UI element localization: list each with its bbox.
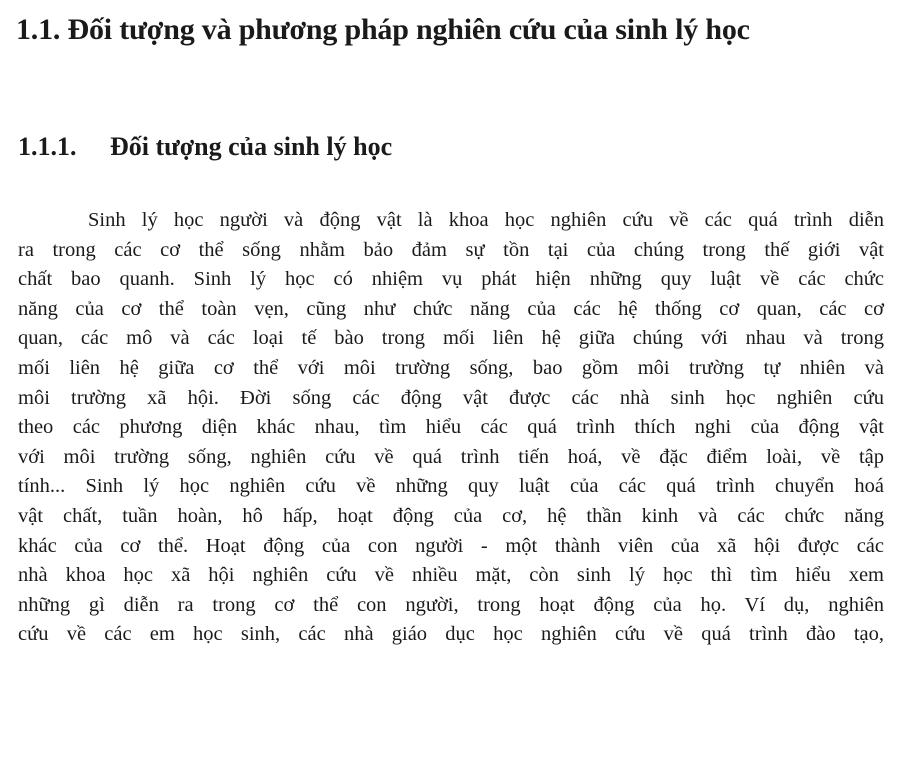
paragraph-line: tính... Sinh lý học nghiên cứu về những quy luật của các quá trình chuyển hoá: [18, 475, 884, 498]
paragraph-line: cứu về các em học sinh, các nhà giáo dục học nghiên cứu về quá trình đào tạo,: [18, 623, 884, 646]
paragraph-line: năng của cơ thể toàn vẹn, cũng như chức năng của các hệ thống cơ quan, các cơ: [18, 297, 884, 320]
subsection-number: 1.1.1.: [18, 132, 77, 161]
paragraph-line: khác của cơ thể. Hoạt động của con người - một thành viên của xã hội được các: [18, 534, 884, 557]
paragraph-line: Sinh lý học người và động vật là khoa học nghiên cứu về các quá trình diễn: [88, 209, 884, 231]
paragraph-line: những gì diễn ra trong cơ thể con người, trong hoạt động của họ. Ví dụ, nghiên: [18, 593, 884, 616]
paragraph-line: môi trường xã hội. Đời sống các động vật được các nhà sinh học nghiên cứu: [18, 386, 884, 409]
paragraph-line: quan, các mô và các loại tế bào trong mối liên hệ giữa chúng với nhau và trong: [18, 327, 884, 350]
body-paragraph: [18, 206, 884, 650]
paragraph-line: với môi trường sống, nghiên cứu về quá trình tiến hoá, về đặc điểm loài, về tập: [18, 445, 884, 468]
paragraph-line: ra trong các cơ thể sống nhằm bảo đảm sự tồn tại của chúng trong thế giới vật: [18, 238, 884, 261]
paragraph-line: theo các phương diện khác nhau, tìm hiểu các quá trình thích nghi của động vật: [18, 416, 884, 439]
paragraph-line: chất bao quanh. Sinh lý học có nhiệm vụ phát hiện những quy luật về các chức: [18, 268, 884, 291]
paragraph-line: vật chất, tuần hoàn, hô hấp, hoạt động của cơ, hệ thần kinh và các chức năng: [18, 504, 884, 527]
paragraph-line: nhà khoa học xã hội nghiên cứu về nhiều mặt, còn sinh lý học thì tìm hiểu xem: [18, 564, 884, 587]
paragraph-line: mối liên hệ giữa cơ thể với môi trường sống, bao gồm môi trường tự nhiên và: [18, 356, 884, 379]
section-heading: 1.1. Đối tượng và phương pháp nghiên cứu của sinh lý học: [16, 13, 750, 46]
subsection-title: Đối tượng của sinh lý học: [110, 132, 393, 161]
subsection-heading: [18, 131, 392, 163]
